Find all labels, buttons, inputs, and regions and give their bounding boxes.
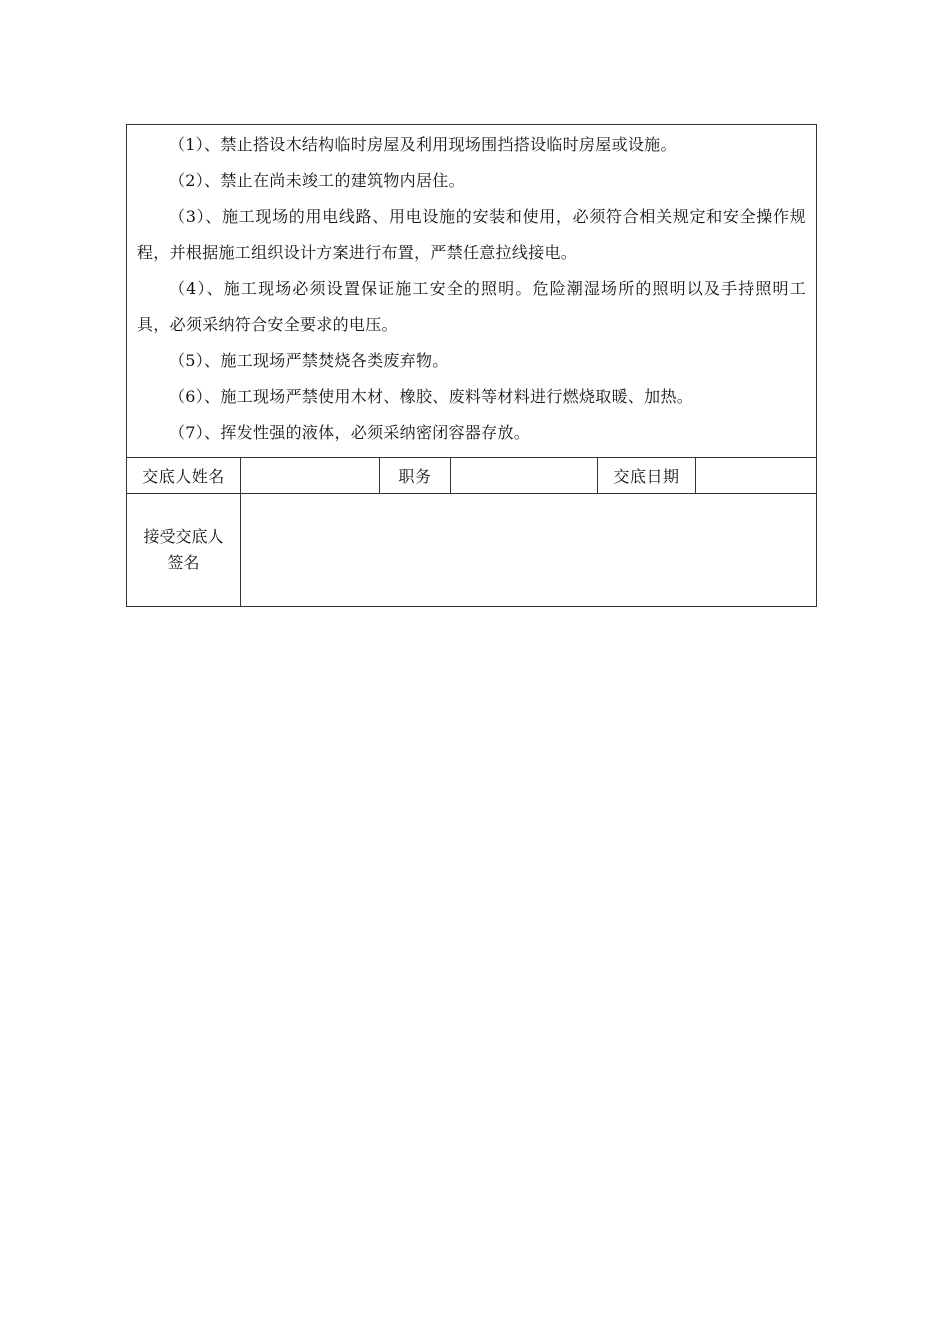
content-row — [127, 125, 817, 458]
receiver-signature-label — [127, 494, 241, 607]
position-field[interactable] — [451, 458, 598, 494]
rule-item-3: （3）、施工现场的用电线路、用电设施的安装和使用，必须符合相关规定和安全操作规程，并根据施工组织设计方案进行布置，严禁任意拉线接电。 — [137, 207, 807, 262]
briefing-date-field[interactable] — [696, 458, 817, 494]
rule-item-7: （7）、挥发性强的液体，必须采纳密闭容器存放。 — [169, 423, 531, 442]
briefer-name-field[interactable] — [241, 458, 380, 494]
receiver-label-line1: 接受交底人 — [143, 527, 224, 546]
rules-content-cell — [127, 125, 817, 458]
receiver-label-line2: 签名 — [167, 553, 200, 572]
rule-item-1: （1）、禁止搭设木结构临时房屋及利用现场围挡搭设临时房屋或设施。 — [169, 135, 677, 154]
safety-briefing-table — [126, 124, 817, 607]
position-label: 职务 — [380, 458, 451, 494]
receiver-signature-field[interactable] — [241, 494, 817, 607]
briefing-date-label: 交底日期 — [598, 458, 696, 494]
rule-item-2: （2）、禁止在尚未竣工的建筑物内居住。 — [169, 171, 465, 190]
rule-item-6: （6）、施工现场严禁使用木材、橡胶、废料等材料进行燃烧取暖、加热。 — [169, 387, 694, 406]
briefer-name-label: 交底人姓名 — [127, 458, 241, 494]
receiver-signature-row — [127, 494, 817, 607]
briefer-info-row — [127, 458, 817, 494]
rule-item-5: （5）、施工现场严禁焚烧各类废弃物。 — [169, 351, 449, 370]
rule-item-4: （4）、施工现场必须设置保证施工安全的照明。危险潮湿场所的照明以及手持照明工具，必须采纳符合安全要求的电压。 — [137, 279, 807, 334]
